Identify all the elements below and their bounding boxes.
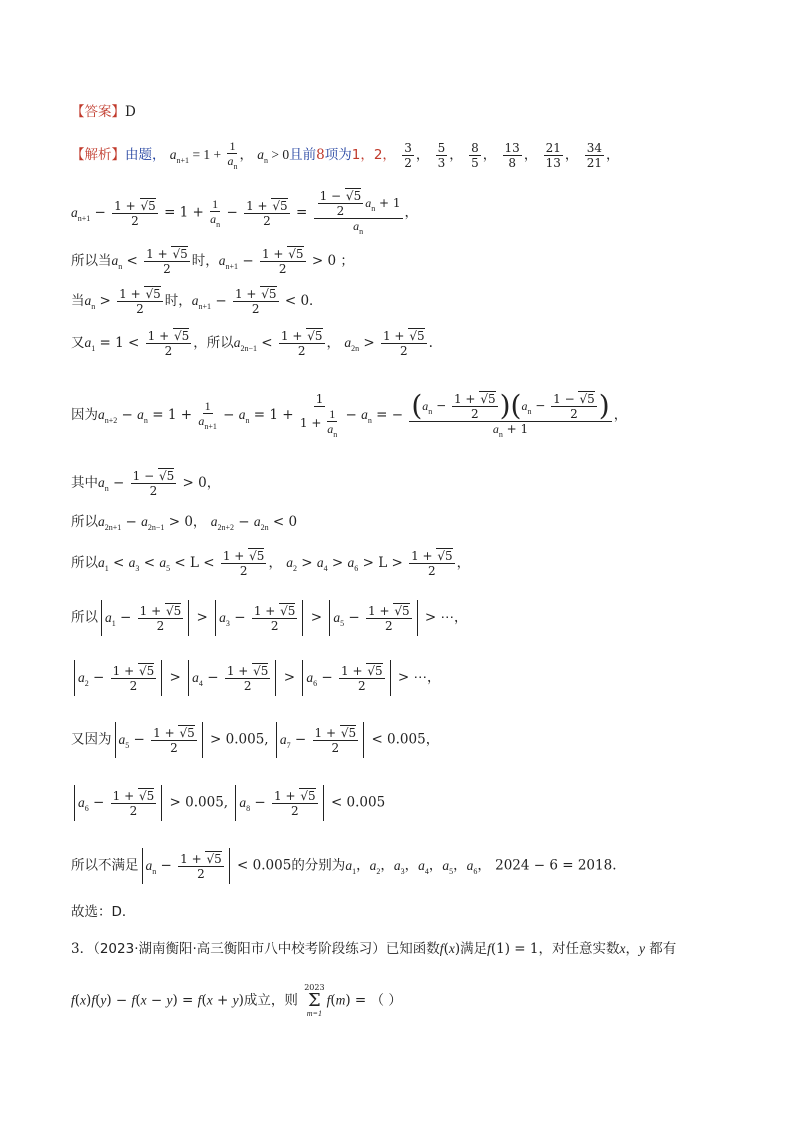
answer-line [71,106,136,120]
formula-line-10: 所以$a_1 < a_3 < a_5 < L$ < $\frac{1 + √5}{2}$ ， $a_2 > a_4 > a_6 > L$ > $\frac{1 + √5}{2}$ ， [71,549,471,578]
analysis-intro: 由题， [125,147,166,163]
qizhong-text: 其中 [71,475,98,491]
question-line-1: 3．（2023·湖南衡阳·高三衡阳市八中校考阶段练习）已知函数f(x)满足f(1) = 1，对任意实数x，y 都有 [71,941,677,957]
question-stem-2: 满足 [460,941,488,957]
formula-line-14: $a_6$ − $\frac{1 + √5}{2}$ > 0.005, $a_8$ − $\frac{1 + √5}{2}$ < 0.005 [71,785,385,821]
question-stem-4: 都有 [649,941,677,957]
youyinwei-text: 又因为 [71,731,112,748]
question-line-2: f(x)f(y) − f(x − y) = f(x + y)成立，则 2023 Σ m=1 f(m) = （ ） [71,983,402,1018]
yinwei-text: 因为 [71,407,98,423]
suoyi-text-4: 所以 [71,609,98,626]
formula-line-9: 所以$a_{2n+1} - a_{2n-1} > 0$， $a_{2n+2} - a_{2n} < 0$ [71,514,298,532]
calc-text: 2024 − 6 = 2018 [495,857,613,874]
question-source: （2023·湖南衡阳·高三衡阳市八中校考阶段练习） [93,941,386,957]
analysis-terms-label: 项为 [324,147,352,163]
analysis-line: 【解析】由题， $a_{n+1} = 1$ + $\frac{1}{a_n}$ ， $a_n > 0$且前8项为1，2， $\frac{3}{2}$ ， $\frac{5}{3}$ ， $\frac{8}{5}$ ， $\frac{13}{8}$ ， $\frac{21}{13}$ ， $\frac{34}{21}$ ， [71,139,620,171]
formula-line-5: 当$a_n$ > $\frac{1 + √5}{2}$ 时，$a_{n+1}$ − $\frac{1 + √5}{2}$ < 0． [71,287,323,316]
when-text-2: 时， [164,293,192,309]
formula-line-6: 又$a_1 = 1$ < $\frac{1 + √5}{2}$ ，所以$a_{2n-1}$ < $\frac{1 + √5}{2}$ ， $a_{2n}$ > $\frac{1 + √5}{2}$ . [71,329,433,358]
buman-text: 所以不满足 [71,857,139,874]
question-stem-1: 已知函数 [385,941,440,957]
analysis-tag: 【解析】 [71,147,125,163]
formula-line-4: 所以当$a_n$ < $\frac{1 + √5}{2}$ 时，$a_{n+1}$ − $\frac{1 + √5}{2}$ > 0 ； [71,247,354,276]
analysis-eight: 8 [316,147,325,163]
you-text: 又 [71,335,85,351]
formula-line-11: 所以 $a_1$ − $\frac{1 + √5}{2}$ > $a_3$ − $\frac{1 + √5}{2}$ > $a_5$ − $\frac{1 + √5}{2}$ > ⋯， [71,600,468,636]
conclusion: 故选：D． [71,904,136,920]
answer-tag: 【答案】 [71,104,125,120]
suoyi-text-3: 所以 [71,555,98,571]
suoyi-text-2: 所以 [71,514,98,530]
question-stem-5: 成立，则 [243,992,298,1009]
so-when-text: 所以当 [71,253,112,269]
dang-text: 当 [71,293,85,309]
when-text-1: 时， [191,253,219,269]
question-stem-3: ，对任意实数 [538,941,620,957]
formula-line-12: $a_2$ − $\frac{1 + √5}{2}$ > $a_4$ − $\frac{1 + √5}{2}$ > $a_6$ − $\frac{1 + √5}{2}$ > ⋯， [71,660,441,696]
formula-line-7: 因为$a_{n+2} - a_n = 1$ + $\frac{1}{a_{n+1}}$ − $a_n = 1$ + 1 1 + $\frac{1}{a_n}$ − $a_n$ = − ($a_n$ − $\frac{1 + √5}{2}$ )($a_n$ − $\frac{1 - √5}{2}$ ) $a_n + 1$ ， [71,389,628,439]
analysis-cond: 且前 [289,147,317,163]
analysis-terms: 1，2， [351,147,396,163]
formula-line-3: $a_{n+1}$ − $\frac{1 + √5}{2}$ = 1 + $\frac{1}{a_n}$ − $\frac{1 + √5}{2}$ = $\frac{1 - √5}{2}$ $a_n + 1$ $a_n$ ， [71,189,419,236]
formula-line-15: 所以不满足 $a_n$ − $\frac{1 + √5}{2}$ < 0.005的分别为$a_1$，$a_2$，$a_3$，$a_4$，$a_5$，$a_6$， 2024 − 6 = 2018. [71,848,617,884]
sum-bottom: m=1 [306,1009,322,1018]
formula-line-13: 又因为 $a_5$ − $\frac{1 + √5}{2}$ > 0.005, $a_7$ − $\frac{1 + √5}{2}$ < 0.005， [71,722,439,758]
sum-top: 2023 [304,983,325,992]
formula-line-8: 其中$a_n$ − $\frac{1 - √5}{2}$ > 0， [71,469,221,498]
fenbie-text: 的分别为 [291,857,346,874]
answer-value: D [125,104,136,120]
question-blank: （ ） [370,992,402,1009]
analysis-tail: ， [605,147,620,163]
suoyi-text-1: 所以 [206,335,234,351]
question-number: 3． [71,941,94,957]
